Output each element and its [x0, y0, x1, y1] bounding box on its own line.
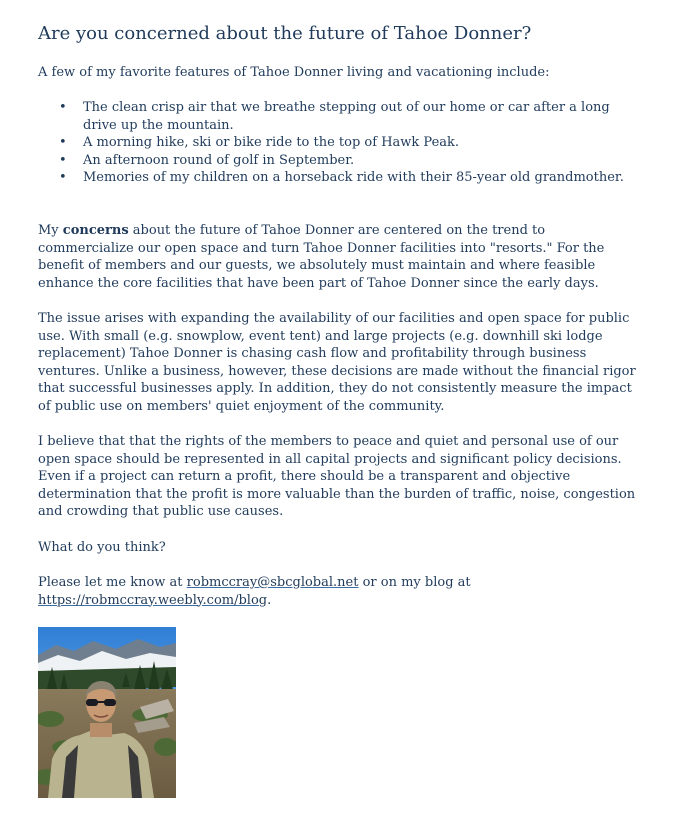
bullet-icon: • [59, 135, 67, 150]
blog-link[interactable]: https://robmccray.weebly.com/blog [38, 592, 268, 608]
list-item [38, 169, 638, 187]
list-item [38, 134, 638, 152]
concerns-lead: My [38, 223, 63, 238]
concerns-paragraph [38, 222, 638, 292]
contact-lead: Please let me know at [38, 575, 187, 590]
list-item-text: The clean crisp air that we breathe stepping out of our home or car after a long drive up the mountain. [83, 100, 610, 133]
list-item [38, 152, 638, 170]
list-item-text: Memories of my children on a horseback ride with their 85-year old grandmother. [83, 170, 624, 185]
author-photo [38, 627, 176, 798]
list-item [38, 99, 638, 134]
contact-middle: or on my blog at [358, 575, 471, 590]
list-item-text: An afternoon round of golf in September. [83, 152, 355, 168]
question-paragraph: What do you think? [38, 540, 166, 555]
intro-text: A few of my favorite features of Tahoe Donner living and vacationing include: [38, 65, 550, 80]
issue-paragraph: The issue arises with expanding the availability of our facilities and open space for public use. With small (e.g. snowplow, event tent) and large projects (e.g. downhill ski lodge replacement) Tahoe Donner is chasing cash flow and profitability through business ventures. Unlike a business, however, these decisions are made without the financial rigor that successful businesses apply. In addition, they do not consistently measure the impact of public use on members' quiet enjoyment of the community. [38, 311, 636, 414]
contact-end: . [267, 592, 272, 608]
list-item-text: A morning hike, ski or bike ride to the top of Hawk Peak. [83, 135, 460, 150]
concerns-body: about the future of Tahoe Donner are centered on the trend to commercialize our open space and turn Tahoe Donner facilities into "resorts." For the benefit of members and our guests, we absolutely must maintain and where feasible enhance the core facilities that have been part of Tahoe Donner since the early days. [38, 223, 605, 291]
concerns-emphasis: concerns [62, 223, 129, 238]
bullet-icon: • [59, 100, 67, 115]
contact-paragraph [38, 574, 638, 609]
email-link[interactable]: robmccray@sbcglobal.net [186, 575, 359, 590]
bullet-icon: • [59, 170, 67, 185]
favorites-list [38, 99, 638, 187]
bullet-icon: • [59, 152, 67, 168]
rights-paragraph: I believe that that the rights of the members to peace and quiet and personal use of our open space should be represented in all capital projects and significant policy decisions. Even if a project can return a profit, there should be a transparent and objective determination that the profit is more valuable than the burden of traffic, noise, congestion and crowding that public use causes. [38, 434, 636, 519]
document-title: Are you concerned about the future of Tahoe Donner? [38, 23, 532, 44]
